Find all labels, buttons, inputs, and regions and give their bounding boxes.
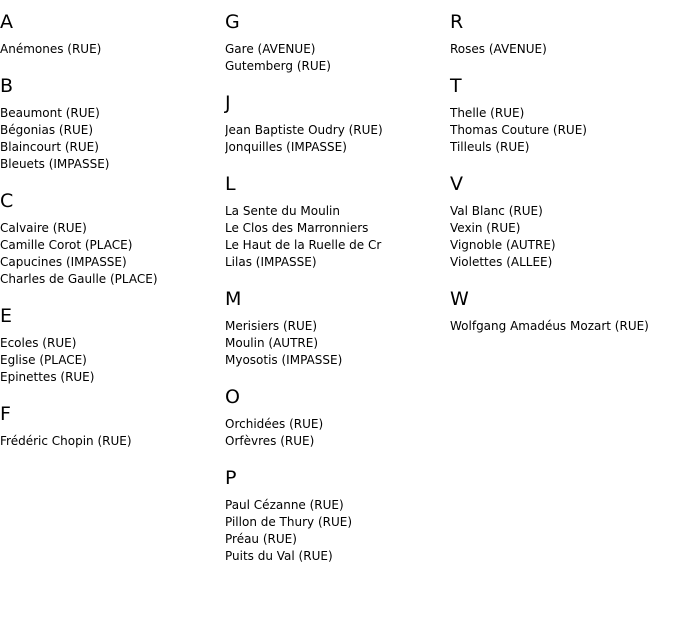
letter-group-a — [0, 0, 225, 58]
street-index-column-1 — [0, 0, 225, 450]
street-link[interactable]: Vexin (RUE) — [450, 221, 521, 235]
letter-group-r — [450, 0, 675, 58]
street-list — [225, 41, 450, 75]
letter-group-v — [450, 162, 675, 271]
letter-heading: E — [0, 305, 13, 327]
street-list — [450, 105, 675, 156]
letter-heading: B — [0, 75, 14, 97]
street-link[interactable]: Calvaire (RUE) — [0, 221, 87, 235]
street-link[interactable]: Bleuets (IMPASSE) — [0, 157, 110, 171]
street-link[interactable]: Merisiers (RUE) — [225, 319, 318, 333]
letter-group-l — [225, 162, 450, 271]
street-link[interactable]: Epinettes (RUE) — [0, 370, 95, 384]
letter-heading: A — [0, 11, 13, 33]
letter-group-f — [0, 392, 225, 450]
street-index-column-3 — [450, 0, 675, 335]
street-list — [0, 433, 225, 450]
street-link[interactable]: Wolfgang Amadéus Mozart (RUE) — [450, 319, 649, 333]
street-link[interactable]: Eglise (PLACE) — [0, 353, 87, 367]
street-link[interactable]: Camille Corot (PLACE) — [0, 238, 133, 252]
street-link[interactable]: Préau (RUE) — [225, 532, 297, 546]
letter-group-g — [225, 0, 450, 75]
letter-group-m — [225, 277, 450, 369]
street-link[interactable]: Puits du Val (RUE) — [225, 549, 333, 563]
street-link[interactable]: Le Haut de la Ruelle de Cr — [225, 238, 382, 252]
street-link[interactable]: Paul Cézanne (RUE) — [225, 498, 344, 512]
street-link[interactable]: Orfèvres (RUE) — [225, 434, 315, 448]
street-link[interactable]: Ecoles (RUE) — [0, 336, 77, 350]
street-link[interactable]: Gare (AVENUE) — [225, 42, 316, 56]
street-link[interactable]: Gutemberg (RUE) — [225, 59, 331, 73]
street-link[interactable]: Myosotis (IMPASSE) — [225, 353, 343, 367]
street-list — [225, 497, 450, 565]
letter-heading: R — [450, 11, 464, 33]
letter-group-t — [450, 64, 675, 156]
letter-heading: P — [225, 467, 237, 489]
street-link[interactable]: Vignoble (AUTRE) — [450, 238, 556, 252]
street-list — [225, 203, 450, 271]
street-link[interactable]: Tilleuls (RUE) — [450, 140, 530, 154]
street-link[interactable]: Thomas Couture (RUE) — [450, 123, 587, 137]
letter-heading: L — [225, 173, 236, 195]
street-list — [225, 122, 450, 156]
letter-heading: G — [225, 11, 240, 33]
street-list — [450, 41, 675, 58]
street-link[interactable]: Jonquilles (IMPASSE) — [225, 140, 347, 154]
letter-heading: O — [225, 386, 240, 408]
letter-heading: W — [450, 288, 469, 310]
letter-group-w — [450, 277, 675, 335]
street-link[interactable]: Le Clos des Marronniers — [225, 221, 369, 235]
street-link[interactable]: Frédéric Chopin (RUE) — [0, 434, 132, 448]
street-list — [225, 318, 450, 369]
letter-heading: C — [0, 190, 14, 212]
letter-group-e — [0, 294, 225, 386]
street-link[interactable]: Pillon de Thury (RUE) — [225, 515, 353, 529]
street-link[interactable]: Jean Baptiste Oudry (RUE) — [225, 123, 383, 137]
street-link[interactable]: Violettes (ALLEE) — [450, 255, 553, 269]
street-list — [0, 335, 225, 386]
street-link[interactable]: Moulin (AUTRE) — [225, 336, 318, 350]
letter-heading: T — [450, 75, 462, 97]
street-list — [0, 220, 225, 288]
street-link[interactable]: Blaincourt (RUE) — [0, 140, 99, 154]
street-link[interactable]: Capucines (IMPASSE) — [0, 255, 127, 269]
letter-group-p — [225, 456, 450, 565]
street-link[interactable]: Charles de Gaulle (PLACE) — [0, 272, 158, 286]
street-link[interactable]: Roses (AVENUE) — [450, 42, 547, 56]
street-link[interactable]: Bégonias (RUE) — [0, 123, 93, 137]
letter-heading: J — [225, 92, 231, 114]
letter-heading: M — [225, 288, 242, 310]
letter-group-c — [0, 179, 225, 288]
street-list — [0, 41, 225, 58]
street-link[interactable]: Anémones (RUE) — [0, 42, 102, 56]
street-link[interactable]: Thelle (RUE) — [450, 106, 525, 120]
street-list — [450, 318, 675, 335]
street-link[interactable]: Val Blanc (RUE) — [450, 204, 543, 218]
letter-group-b — [0, 64, 225, 173]
street-list — [450, 203, 675, 271]
street-link[interactable]: Lilas (IMPASSE) — [225, 255, 317, 269]
street-link[interactable]: Beaumont (RUE) — [0, 106, 100, 120]
street-index-column-2 — [225, 0, 450, 565]
letter-group-j — [225, 81, 450, 156]
letter-heading: F — [0, 403, 11, 425]
street-list — [225, 416, 450, 450]
letter-group-o — [225, 375, 450, 450]
letter-heading: V — [450, 173, 463, 195]
street-list — [0, 105, 225, 173]
street-link[interactable]: La Sente du Moulin — [225, 204, 340, 218]
street-link[interactable]: Orchidées (RUE) — [225, 417, 324, 431]
